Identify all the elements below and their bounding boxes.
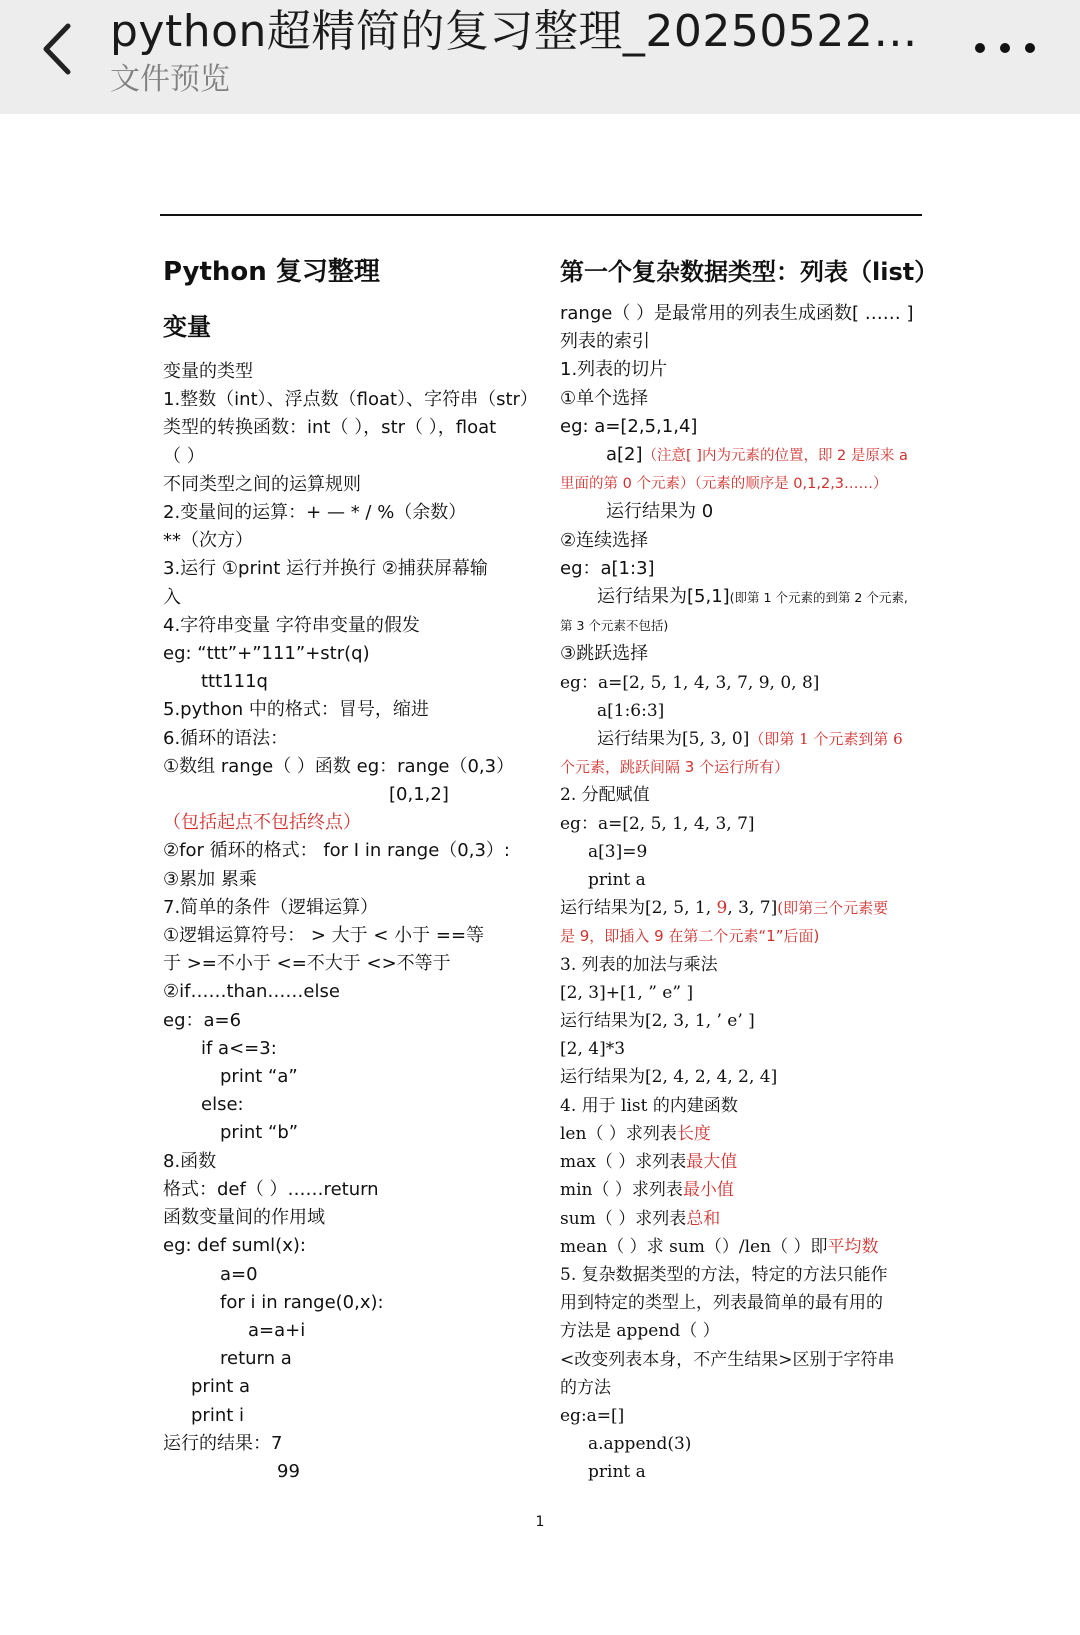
result-text: , 3, 7] (727, 898, 778, 919)
code-line: print a (191, 1376, 251, 1398)
text-line: 运行结果为[2, 4, 2, 4, 2, 4] (560, 1067, 778, 1088)
note-text: （注意[ ]内为元素的位置，即 2 是原来 a (642, 448, 908, 465)
text-line: 的方法 (560, 1377, 611, 1398)
text-line: 入 (163, 586, 181, 608)
code-line: a[3]=9 (588, 841, 648, 862)
text-line (560, 1233, 925, 1261)
text-line (560, 1120, 925, 1148)
text-line: eg：a=[2, 5, 1, 4, 3, 7] (560, 813, 755, 834)
section-heading: 第一个复杂数据类型：列表（list） (560, 258, 939, 286)
note-text: (即第三个元素要 (777, 899, 889, 918)
file-subtitle: 文件预览 (110, 62, 230, 97)
text-line: 函数变量间的作用域 (163, 1207, 325, 1229)
text-line (560, 583, 925, 612)
text-line: 于 >=不小于 <=不大于 <>不等于 (163, 953, 451, 975)
text-line: 1.列表的切片 (560, 359, 668, 381)
text-line: eg: def suml(x): (163, 1235, 306, 1257)
text-line: 4. 用于 list 的内建函数 (560, 1095, 738, 1116)
text-line: 格式：def（ ）……return (163, 1178, 379, 1200)
page-number: 1 (535, 1514, 545, 1530)
text-line: eg：a[1:3] (560, 557, 655, 579)
note-text: （即第 1 个元素到第 6 (749, 730, 903, 749)
note-line: 里面的第 0 个元素）（元素的顺序是 0,1,2,3……） (560, 476, 888, 493)
top-bar (0, 0, 1080, 114)
text-line: eg: “ttt”+”111”+str(q) (163, 643, 370, 665)
text-line: ①数组 range（ ）函数 eg：range（0,3） (163, 755, 515, 777)
note-line: 第 3 个元素不包括) (560, 618, 669, 634)
text-line: 8.函数 (163, 1150, 217, 1172)
text-line: eg：a=6 (163, 1009, 242, 1031)
text-line (560, 1148, 925, 1176)
code-line: a=0 (220, 1263, 258, 1285)
back-button[interactable] (30, 14, 90, 84)
text-line: 2.变量间的运算：+ — * / %（余数） (163, 502, 467, 524)
result-text: 运行结果为[2, 5, 1, (560, 898, 712, 919)
code-line: [2, 4]*3 (560, 1039, 626, 1060)
text-line: [0,1,2] (389, 784, 449, 806)
text-line: ①单个选择 (560, 387, 649, 409)
document-page (0, 114, 1080, 1635)
text-line (560, 725, 925, 753)
note-line: 个元素，跳跃间隔 3 个运行所有） (560, 758, 790, 777)
func-text: mean（ ）求 sum（）/len（ ）即 (560, 1236, 828, 1257)
text-line: ①逻辑运算符号： > 大于 < 小于 ==等 (163, 925, 485, 947)
chevron-left-icon (30, 14, 90, 84)
code-line: print a (588, 1462, 646, 1483)
text-line: 运行结果为 0 (606, 501, 714, 523)
section-heading: 变量 (163, 313, 211, 341)
code-line: a.append(3) (588, 1434, 692, 1455)
text-line: 99 (277, 1460, 300, 1482)
text-line: 变量的类型 (163, 361, 253, 382)
text-line: 1.整数（int）、浮点数（float）、字符串（str） (163, 389, 538, 411)
code-line: print i (191, 1404, 245, 1426)
doc-title: Python 复习整理 (163, 257, 380, 287)
text-line: ttt111q (201, 671, 268, 693)
code-line: return a (220, 1348, 292, 1370)
text-line: （ ） (163, 445, 205, 467)
text-line (560, 894, 925, 922)
text-line (560, 1176, 925, 1204)
code-text: a[2] (606, 444, 643, 466)
highlight-text: 平均数 (827, 1236, 879, 1257)
text-line: 3.运行 ①print 运行并换行 ②捕获屏幕输 (163, 558, 488, 580)
text-line: 5. 复杂数据类型的方法，特定的方法只能作 (560, 1264, 888, 1285)
highlight-text: 9 (716, 898, 728, 919)
code-line: for i in range(0,x): (220, 1291, 384, 1313)
text-line: ②连续选择 (560, 529, 649, 551)
code-line: eg:a=[] (560, 1405, 625, 1426)
left-column (163, 254, 538, 1486)
page-divider (160, 214, 922, 216)
text-line: 列表的索引 (560, 331, 650, 353)
text-line: 类型的转换函数：int（ ），str（ ），float (163, 417, 497, 439)
code-line: a=a+i (248, 1319, 306, 1341)
text-line: 不同类型之间的运算规则 (163, 473, 361, 495)
text-line: eg: a=[2,5,1,4] (560, 415, 698, 437)
code-line: print a (588, 870, 646, 891)
text-line: <改变列表本身，不产生结果>区别于字符串 (560, 1349, 895, 1370)
text-line-red: （包括起点不包括终点） (163, 812, 361, 834)
text-line: 7.简单的条件（逻辑运算） (163, 896, 379, 918)
text-line: 2. 分配赋值 (560, 785, 650, 806)
func-text: sum（ ）求列表 (560, 1208, 687, 1229)
text-line: 运行的结果：7 (163, 1432, 283, 1454)
text-line: 4.字符串变量 字符串变量的假发 (163, 614, 420, 636)
code-line: print “b” (220, 1122, 299, 1144)
text-line: 运行结果为[2, 3, 1, ’ e’ ] (560, 1011, 755, 1032)
file-title: python超精简的复习整理_20250522… (110, 6, 918, 57)
code-line: [2, 3]+[1, ” e” ] (560, 982, 694, 1003)
highlight-text: 长度 (676, 1123, 711, 1144)
text-line (560, 1205, 925, 1233)
func-text: max（ ）求列表 (560, 1152, 687, 1173)
result-text: 运行结果为[5, 3, 0] (597, 729, 750, 750)
highlight-text: 最小值 (682, 1180, 734, 1201)
title-block (110, 4, 930, 100)
text-line: eg：a=[2, 5, 1, 4, 3, 7, 9, 0, 8] (560, 672, 820, 693)
text-line: ③跳跃选择 (560, 643, 649, 665)
right-column (560, 254, 939, 1487)
text-line: 6.循环的语法： (163, 727, 289, 749)
code-line: else: (201, 1094, 244, 1116)
text-line: 方法是 append（ ） (560, 1321, 720, 1342)
text-line: ③累加 累乘 (163, 868, 257, 890)
highlight-text: 总和 (686, 1208, 721, 1229)
note-text: (即第 1 个元素的到第 2 个元素, (729, 590, 908, 606)
code-line: a[1:6:3] (597, 700, 665, 721)
text-line: ②if……than……else (163, 981, 340, 1003)
highlight-text: 最大值 (686, 1152, 738, 1173)
text-line (560, 441, 925, 470)
more-button[interactable] (970, 30, 1040, 66)
text-line: 3. 列表的加法与乘法 (560, 954, 718, 975)
text-line: ②for 循环的格式： for I in range（0,3）: (163, 840, 510, 862)
more-dots-icon (970, 30, 1040, 66)
text-line: 5.python 中的格式：冒号，缩进 (163, 699, 429, 721)
result-text: 运行结果为[5,1] (597, 586, 730, 608)
text-line: 用到特定的类型上，列表最简单的最有用的 (560, 1293, 883, 1314)
func-text: len（ ）求列表 (560, 1123, 677, 1144)
text-line: **（次方） (163, 530, 253, 552)
text-line: range（ ）是最常用的列表生成函数[ …… ] (560, 303, 914, 324)
note-line: 是 9，即插入 9 在第二个元素“1”后面) (560, 927, 820, 946)
func-text: min（ ）求列表 (560, 1180, 683, 1201)
code-line: if a<=3: (201, 1037, 277, 1059)
code-line: print “a” (220, 1066, 298, 1088)
